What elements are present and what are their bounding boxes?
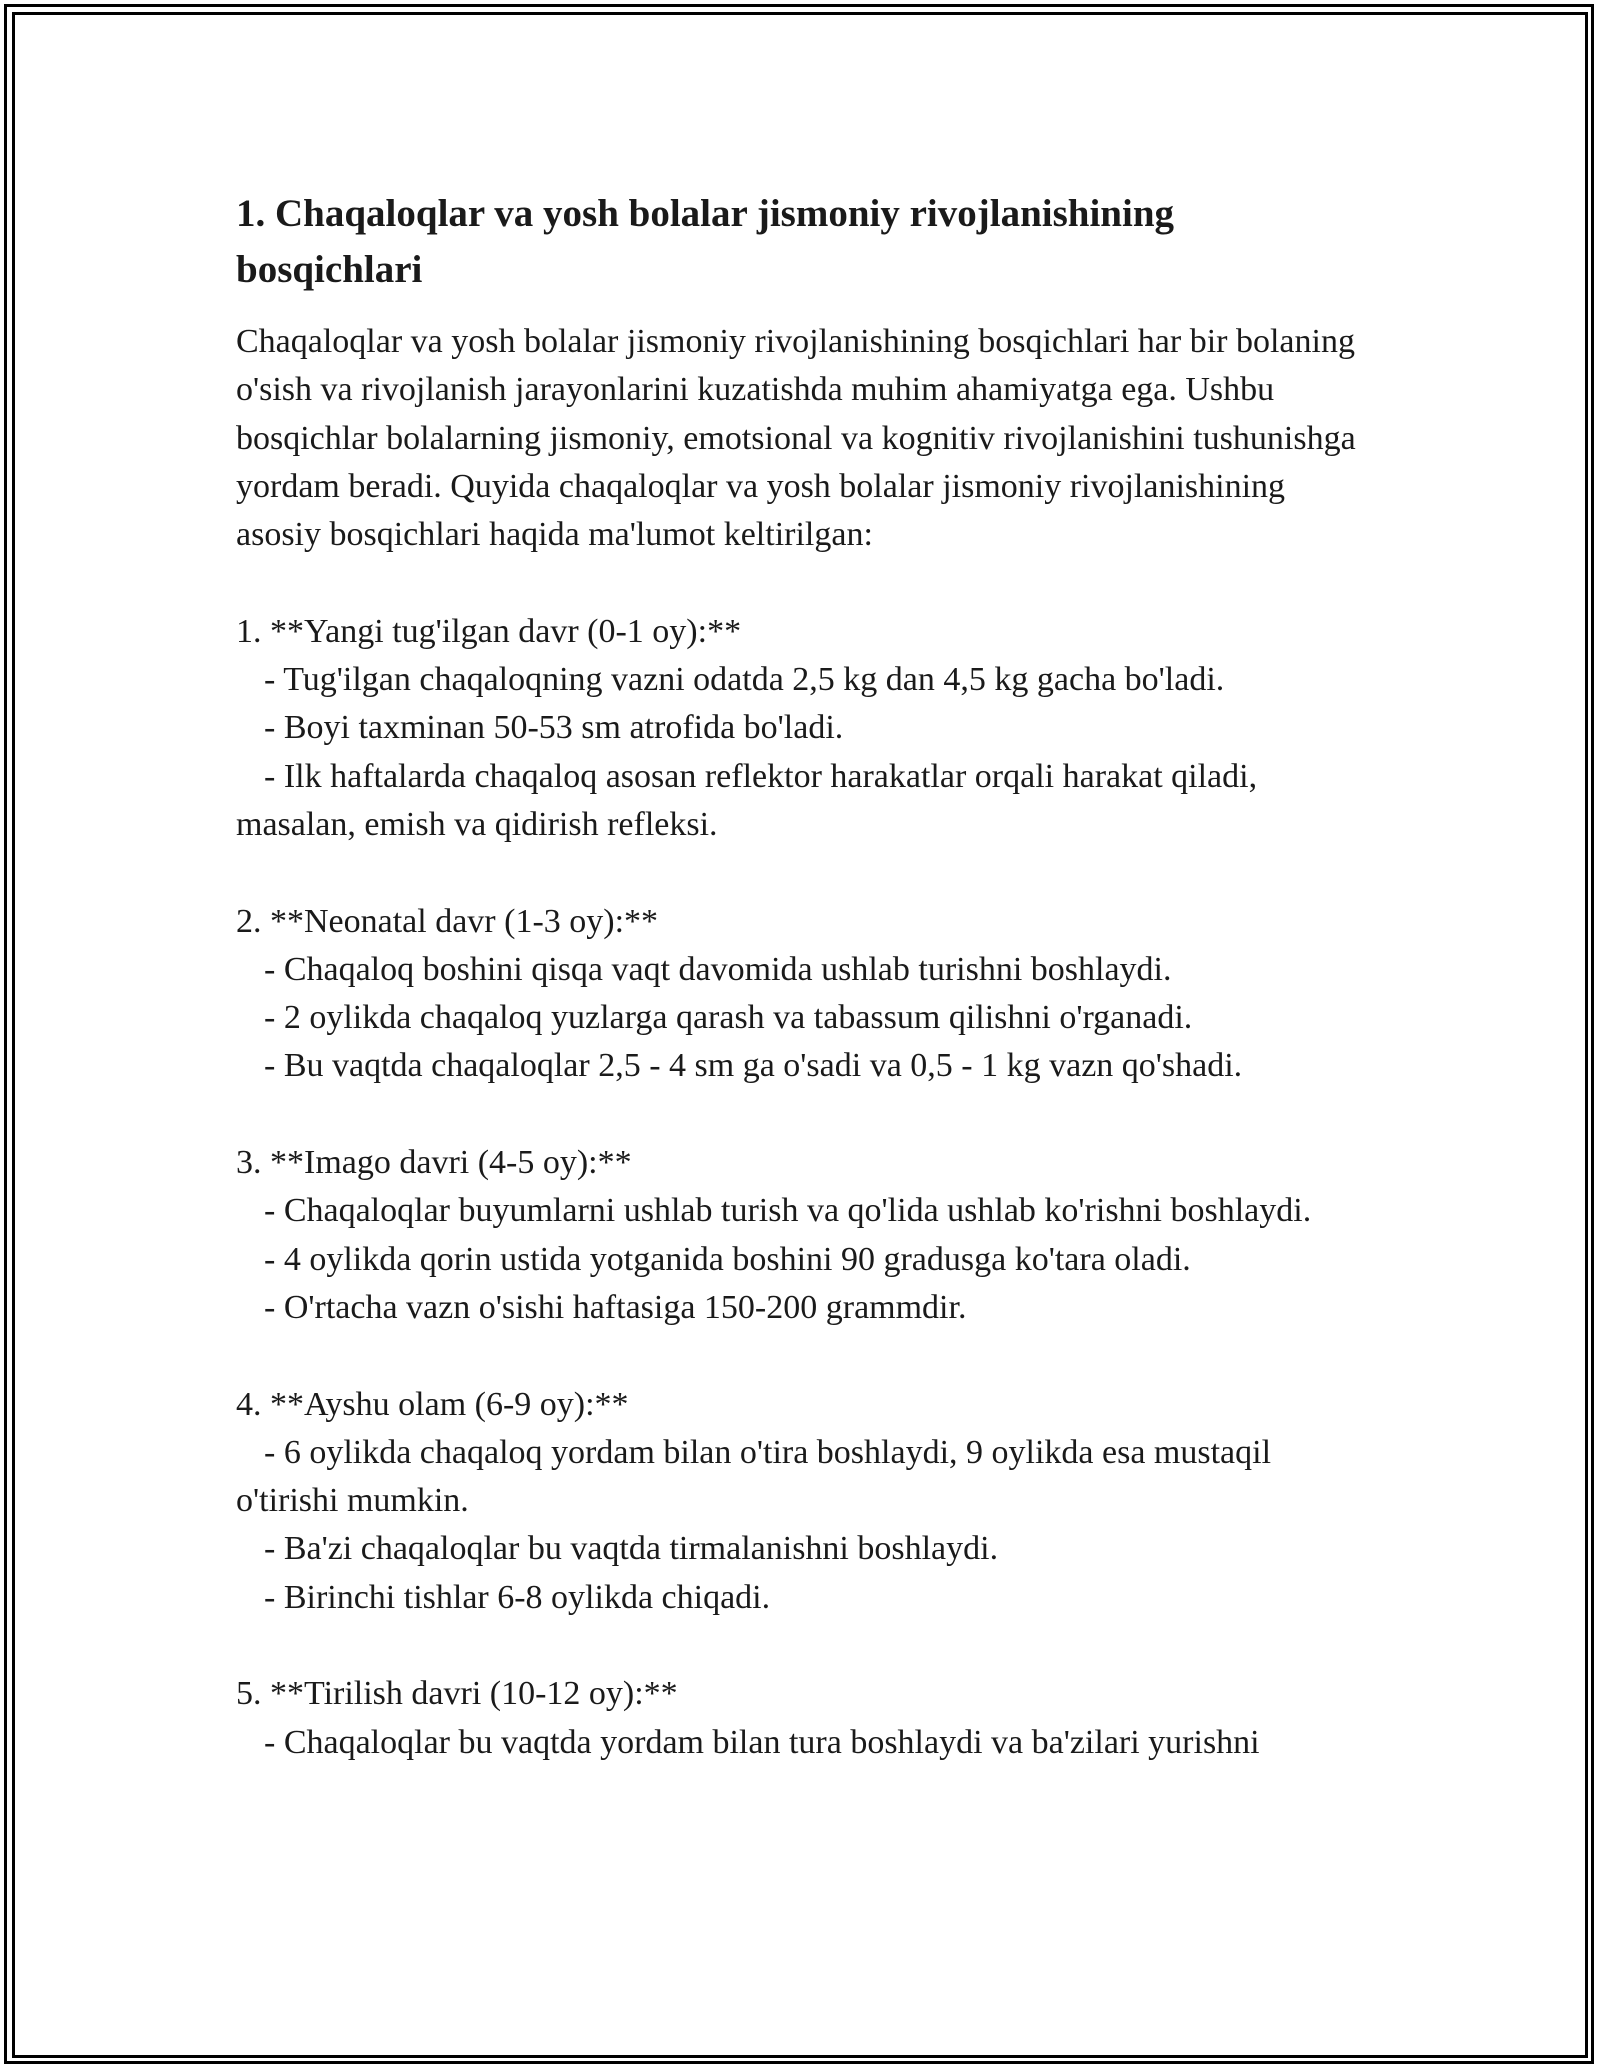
section-title: 3. **Imago davri (4-5 oy):** xyxy=(236,1144,632,1182)
spacer xyxy=(236,1332,1366,1380)
list-item: - Bu vaqtda chaqaloqlar 2,5 - 4 sm ga o'sadi va 0,5 - 1 kg vazn qo'shadi. xyxy=(264,1047,1243,1085)
list-item: - Chaqaloq boshini qisqa vaqt davomida ushlab turishni boshlaydi. xyxy=(264,950,1172,988)
list-item: - Boyi taxminan 50-53 sm atrofida bo'ladi. xyxy=(264,709,844,747)
spacer xyxy=(236,849,1366,897)
spacer xyxy=(236,1622,1366,1670)
list-item: - Chaqaloqlar buyumlarni ushlab turish va qo'lida ushlab ko'rishni boshlaydi. xyxy=(264,1192,1312,1230)
section-title: 1. **Yangi tug'ilgan davr (0-1 oy):** xyxy=(236,612,742,650)
list-item: - Tug'ilgan chaqaloqning vazni odatda 2,5 kg dan 4,5 kg gacha bo'ladi. xyxy=(264,661,1225,699)
document-heading: 1. Chaqaloqlar va yosh bolalar jismoniy rivojlanishining bosqichlari xyxy=(236,192,1175,291)
list-item: - Chaqaloqlar bu vaqtda yordam bilan tura boshlaydi va ba'zilari yurishni xyxy=(264,1723,1260,1761)
list-item: - 2 oylikda chaqaloq yuzlarga qarash va tabassum qilishni o'rganadi. xyxy=(264,999,1193,1037)
section-title: 5. **Tirilish davri (10-12 oy):** xyxy=(236,1675,678,1713)
spacer xyxy=(236,559,1366,607)
list-item: - Ilk haftalarda chaqaloq asosan reflektor harakatlar orqali harakat qiladi, masalan, emish va qidirish refleksi. xyxy=(236,757,1266,843)
list-item: - Ba'zi chaqaloqlar bu vaqtda tirmalanishni boshlaydi. xyxy=(264,1530,999,1568)
section-title: 4. **Ayshu olam (6-9 oy):** xyxy=(236,1385,629,1423)
list-item: - Birinchi tishlar 6-8 oylikda chiqadi. xyxy=(264,1578,771,1616)
spacer xyxy=(236,1091,1366,1139)
list-item: - 4 oylikda qorin ustida yotganida boshini 90 gradusga ko'tara oladi. xyxy=(264,1240,1191,1278)
section-4 xyxy=(236,1381,1366,1622)
list-item: - O'rtacha vazn o'sishi haftasiga 150-200 grammdir. xyxy=(264,1288,967,1326)
document-body xyxy=(236,186,1366,1767)
section-title: 2. **Neonatal davr (1-3 oy):** xyxy=(236,902,659,940)
section-5 xyxy=(236,1670,1366,1767)
intro-paragraph: Chaqaloqlar va yosh bolalar jismoniy rivojlanishining bosqichlari har bir bolaning o'sish va rivojlanish jarayonlarini kuzatishda muhim ahamiyatga ega. Ushbu bosqichlar bolalarning jismoniy, emotsional va kognitiv rivojlanishini tushunishga yordam beradi. Quyida chaqaloqlar va yosh bolalar jismoniy rivojlanishining asosiy bosqichlari haqida ma'lumot keltirilgan: xyxy=(236,323,1356,554)
section-3 xyxy=(236,1139,1366,1332)
list-item: - 6 oylikda chaqaloq yordam bilan o'tira boshlaydi, 9 oylikda esa mustaqil o'tirishi mumkin. xyxy=(236,1433,1280,1520)
section-2 xyxy=(236,898,1366,1091)
section-1 xyxy=(236,608,1366,849)
